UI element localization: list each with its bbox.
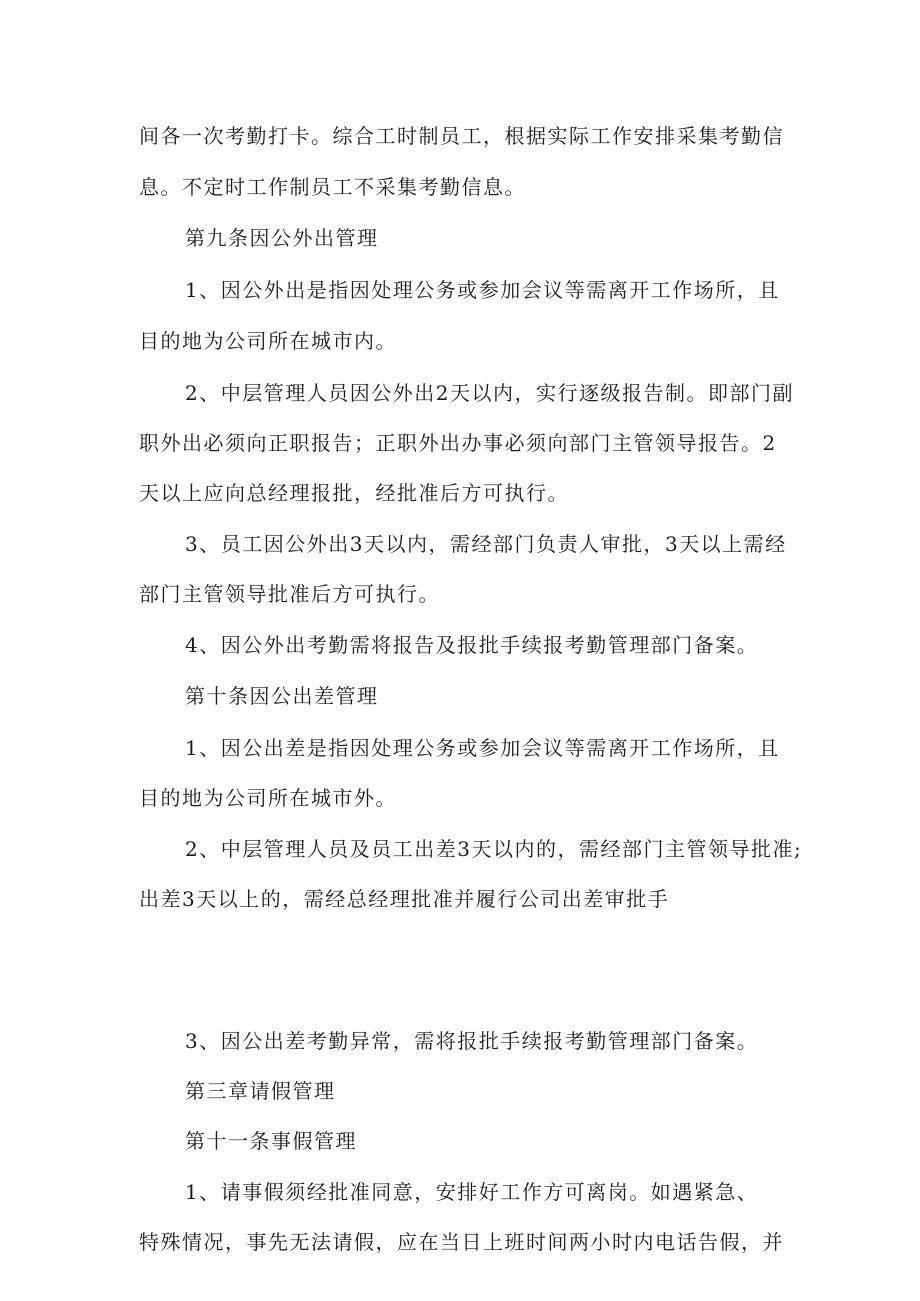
article-heading: 第十条因公出差管理 xyxy=(185,684,379,708)
text-line: 1、因公外出是指因处理公务或参加会议等需离开工作场所，且 xyxy=(185,278,780,302)
text-line: 2、中层管理人员及员工出差3天以内的，需经部门主管领导批准; xyxy=(185,837,803,861)
text-line: 职外出必须向正职报告；正职外出办事必须向部门主管领导报告。2 xyxy=(139,431,777,455)
text-line: 3、因公出差考勤异常，需将报批手续报考勤管理部门备案。 xyxy=(185,1029,759,1053)
text-line: 目的地为公司所在城市外。 xyxy=(139,786,397,810)
text-line: 2、中层管理人员因公外出2天以内，实行逐级报告制。即部门副 xyxy=(185,381,794,405)
article-heading: 第九条因公外出管理 xyxy=(185,226,379,250)
text-line: 特殊情况，事先无法请假，应在当日上班时间两小时内电话告假，并 xyxy=(139,1230,784,1254)
text-line: 天以上应向总经理报批，经批准后方可执行。 xyxy=(139,481,569,505)
text-line: 目的地为公司所在城市内。 xyxy=(139,329,397,353)
text-line: 1、因公出差是指因处理公务或参加会议等需离开工作场所，且 xyxy=(185,736,780,760)
article-heading: 第十一条事假管理 xyxy=(185,1129,357,1153)
chapter-heading: 第三章请假管理 xyxy=(185,1079,336,1103)
body-text xyxy=(139,114,803,1264)
text-line: 1、请事假须经批准同意，安排好工作方可离岗。如遇紧急、 xyxy=(185,1180,759,1204)
text-line: 息。不定时工作制员工不采集考勤信息。 xyxy=(139,175,526,199)
text-line: 出差3天以上的，需经总经理批准并履行公司出差审批手 xyxy=(139,887,670,911)
text-line: 3、员工因公外出3天以内，需经部门负责人审批，3天以上需经 xyxy=(185,532,787,556)
text-line: 部门主管领导批准后方可执行。 xyxy=(139,582,440,606)
text-line: 间各一次考勤打卡。综合工时制员工，根据实际工作安排采集考勤信 xyxy=(139,124,784,148)
text-line: 4、因公外出考勤需将报告及报批手续报考勤管理部门备案。 xyxy=(185,633,759,657)
